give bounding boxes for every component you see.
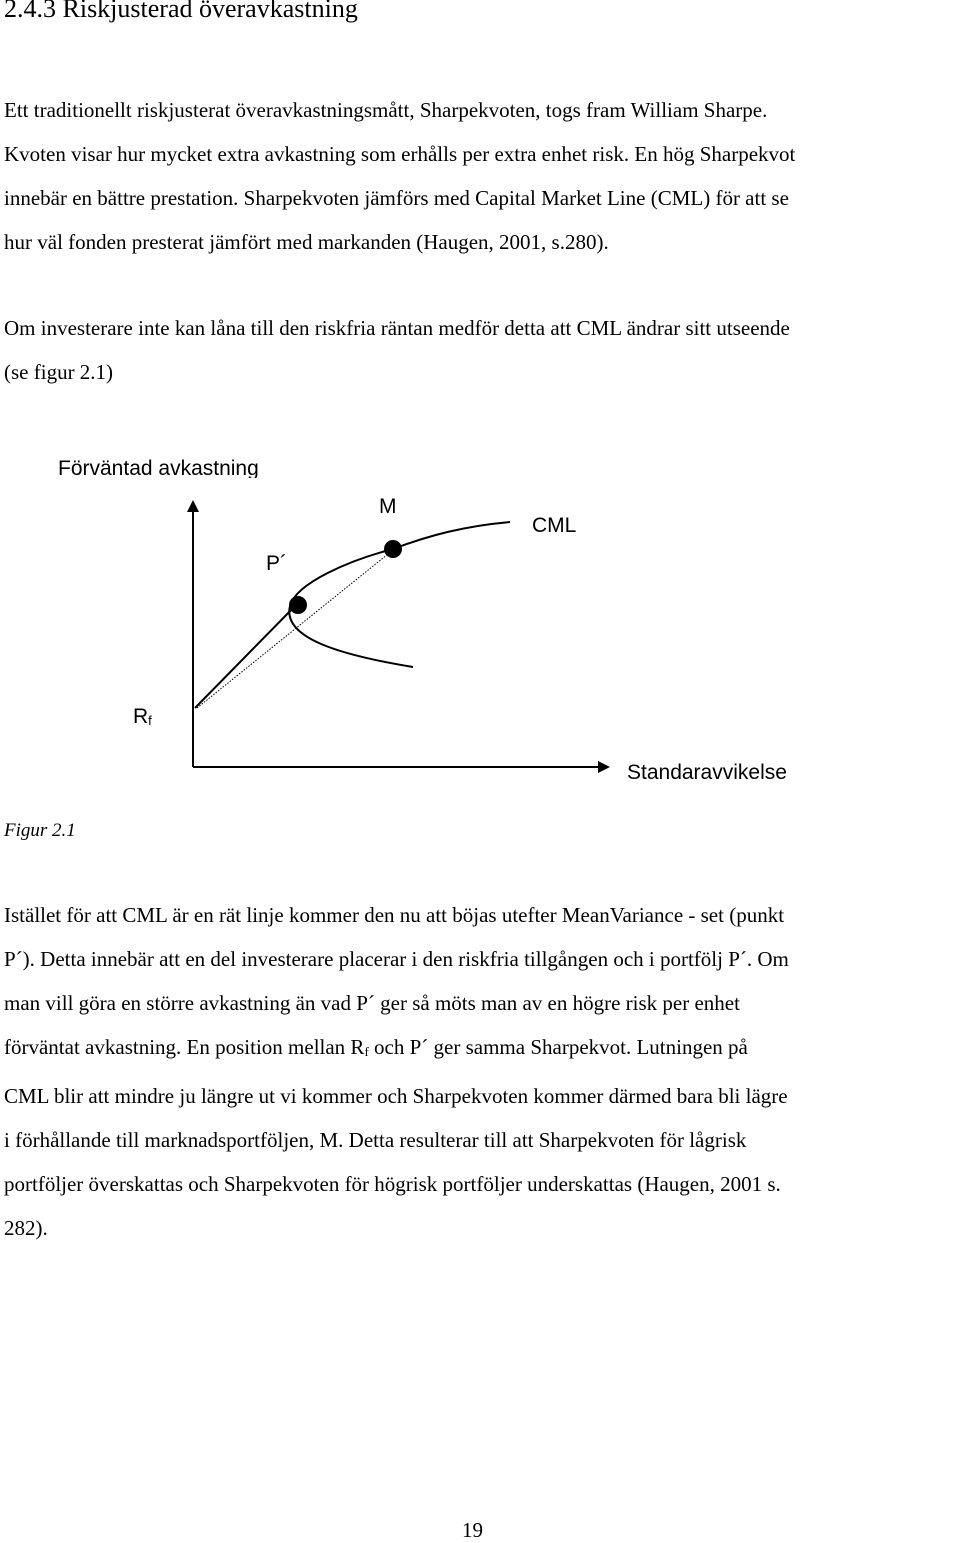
paragraph-cml-explanation (4, 893, 954, 1250)
rf-main: R (133, 705, 149, 728)
text-line (4, 1025, 954, 1074)
rf-subscript: f (364, 1044, 369, 1059)
text-line: CML blir att mindre ju längre ut vi kommer och Sharpekvoten kommer därmed bara bli lägre (4, 1084, 788, 1108)
y-axis-arrow-icon (187, 500, 199, 512)
point-m-marker (384, 540, 402, 558)
text-line: Ett traditionellt riskjusterat överavkastningsmått, Sharpekvoten, togs fram William Sharpe. (4, 98, 768, 122)
tangent-dotted-line (197, 550, 393, 708)
point-m-label: M (379, 495, 397, 518)
text-line: innebär en bättre prestation. Sharpekvoten jämförs med Capital Market Line (CML) för att se (4, 186, 789, 210)
paragraph-cml-borrowing (4, 306, 954, 394)
text-segment: förväntat avkastning. En position mellan R (4, 1035, 365, 1059)
cml-curve (393, 522, 510, 549)
x-axis-arrow-icon (598, 761, 610, 773)
point-p-label: P´ (266, 552, 287, 575)
text-line: hur väl fonden presterat jämfört med markanden (Haugen, 2001, s.280). (4, 230, 609, 254)
x-axis-label: Standaravvikelse (627, 761, 787, 784)
rf-label (133, 706, 152, 727)
text-line: (se figur 2.1) (4, 360, 114, 384)
text-line: Om investerare inte kan låna till den riskfria räntan medför detta att CML ändrar sitt utseende (4, 316, 790, 340)
text-line: P´). Detta innebär att en del investerare placerar i den riskfria tillgången och i portfölj P´. Om (4, 947, 789, 971)
cml-figure (0, 440, 960, 820)
point-p-marker (289, 596, 307, 614)
y-axis-label: Förväntad avkastning (58, 458, 259, 478)
cml-diagram (0, 440, 960, 820)
text-line: Istället för att CML är en rät linje kommer den nu att böjas utefter MeanVariance - set (punkt (4, 903, 785, 927)
text-segment: och P´ ger samma Sharpekvot. Lutningen på (368, 1035, 748, 1059)
mean-variance-curve (289, 549, 413, 667)
text-line: man vill göra en större avkastning än vad P´ ger så möts man av en högre risk per enhet (4, 991, 740, 1015)
rf-to-p-line (195, 603, 298, 708)
page-number: 19 (462, 1518, 483, 1542)
paragraph-sharpe-intro (4, 88, 954, 264)
cml-label: CML (532, 514, 577, 537)
figure-caption: Figur 2.1 (4, 820, 76, 841)
text-line: portföljer överskattas och Sharpekvoten för högrisk portföljer underskattas (Haugen, 2001 s. (4, 1172, 781, 1196)
text-line: Kvoten visar hur mycket extra avkastning som erhålls per extra enhet risk. En hög Sharpekvot (4, 142, 796, 166)
text-line: 282). (4, 1216, 48, 1240)
text-line: i förhållande till marknadsportföljen, M. Detta resulterar till att Sharpekvoten för lågrisk (4, 1128, 747, 1152)
rf-subscript: f (148, 713, 152, 728)
section-heading: 2.4.3 Riskjusterad överavkastning (4, 0, 358, 23)
